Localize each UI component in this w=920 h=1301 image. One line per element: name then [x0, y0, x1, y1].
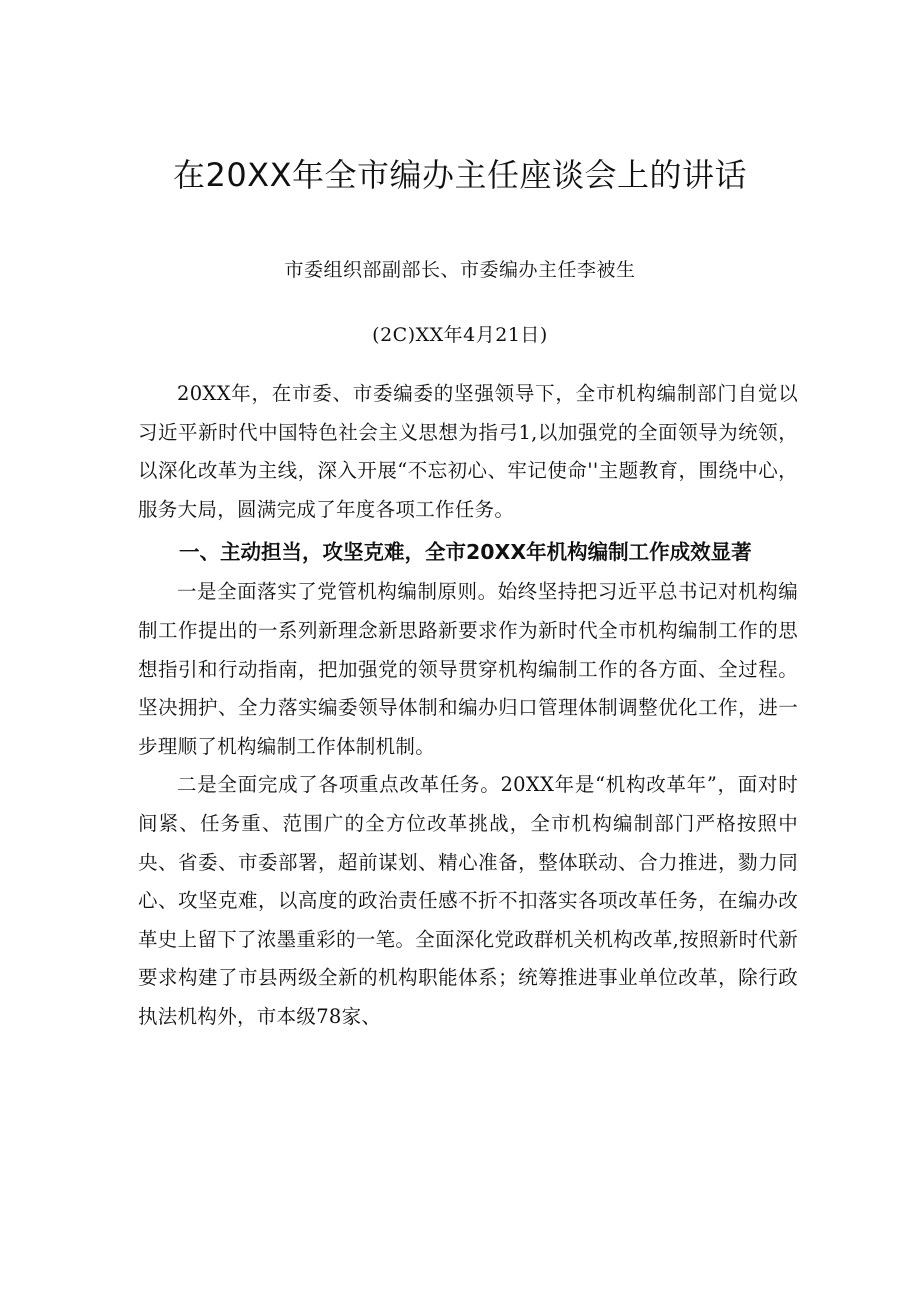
document-body [138, 375, 798, 1037]
intro-paragraph: 20XX年，在市委、市委编委的坚强领导下，全市机构编制部门自觉以习近平新时代中国特色社会主义思想为指弓1,以加强党的全面领导为统领，以深化改革为主线，深入开展“不忘初心、牢记使命''主题教育，围绕中心，服务大局，圆满完成了年度各项工作任务。 [138, 382, 798, 521]
speaker-line: 市委组织部副部长、市委编办主任李被生 [284, 259, 636, 281]
section-heading: 一、主动担当，攻坚克难，全市20XX年机构编制工作成效显著 [179, 540, 752, 565]
body-paragraph: 二是全面完成了各项重点改革任务。20XX年是“机构改革年”，面对时间紧、任务重、范围广的全方位改革挑战，全市机构编制部门严格按照中央、省委、市委部署，超前谋划、精心准备，整体联动、合力推进，勠力同心、攻坚克难，以高度的政治责任感不折不扣落实各项改革任务，在编办改革史上留下了浓墨重彩的一笔。全面深化党政群机关机构改革,按照新时代新要求构建了市县两级全新的机构职能体系；统筹推进事业单位改革，除行政执法机构外，市本级78家、 [138, 773, 798, 1028]
document-title: 在20XX年全市编办主任座谈会上的讲话 [172, 156, 748, 194]
body-paragraph: 一是全面落实了党管机构编制原则。始终坚持把习近平总书记对机构编制工作提出的一系列新理念新思路新要求作为新时代全市机构编制工作的思想指引和行动指南，把加强党的领导贯穿机构编制工作的各方面、全过程。坚决拥护、全力落实编委领导体制和编办归口管理体制调整优化工作，进一步理顺了机构编制工作体制机制。 [138, 580, 798, 758]
speech-date: (2C)XX年4月21日) [372, 324, 548, 346]
